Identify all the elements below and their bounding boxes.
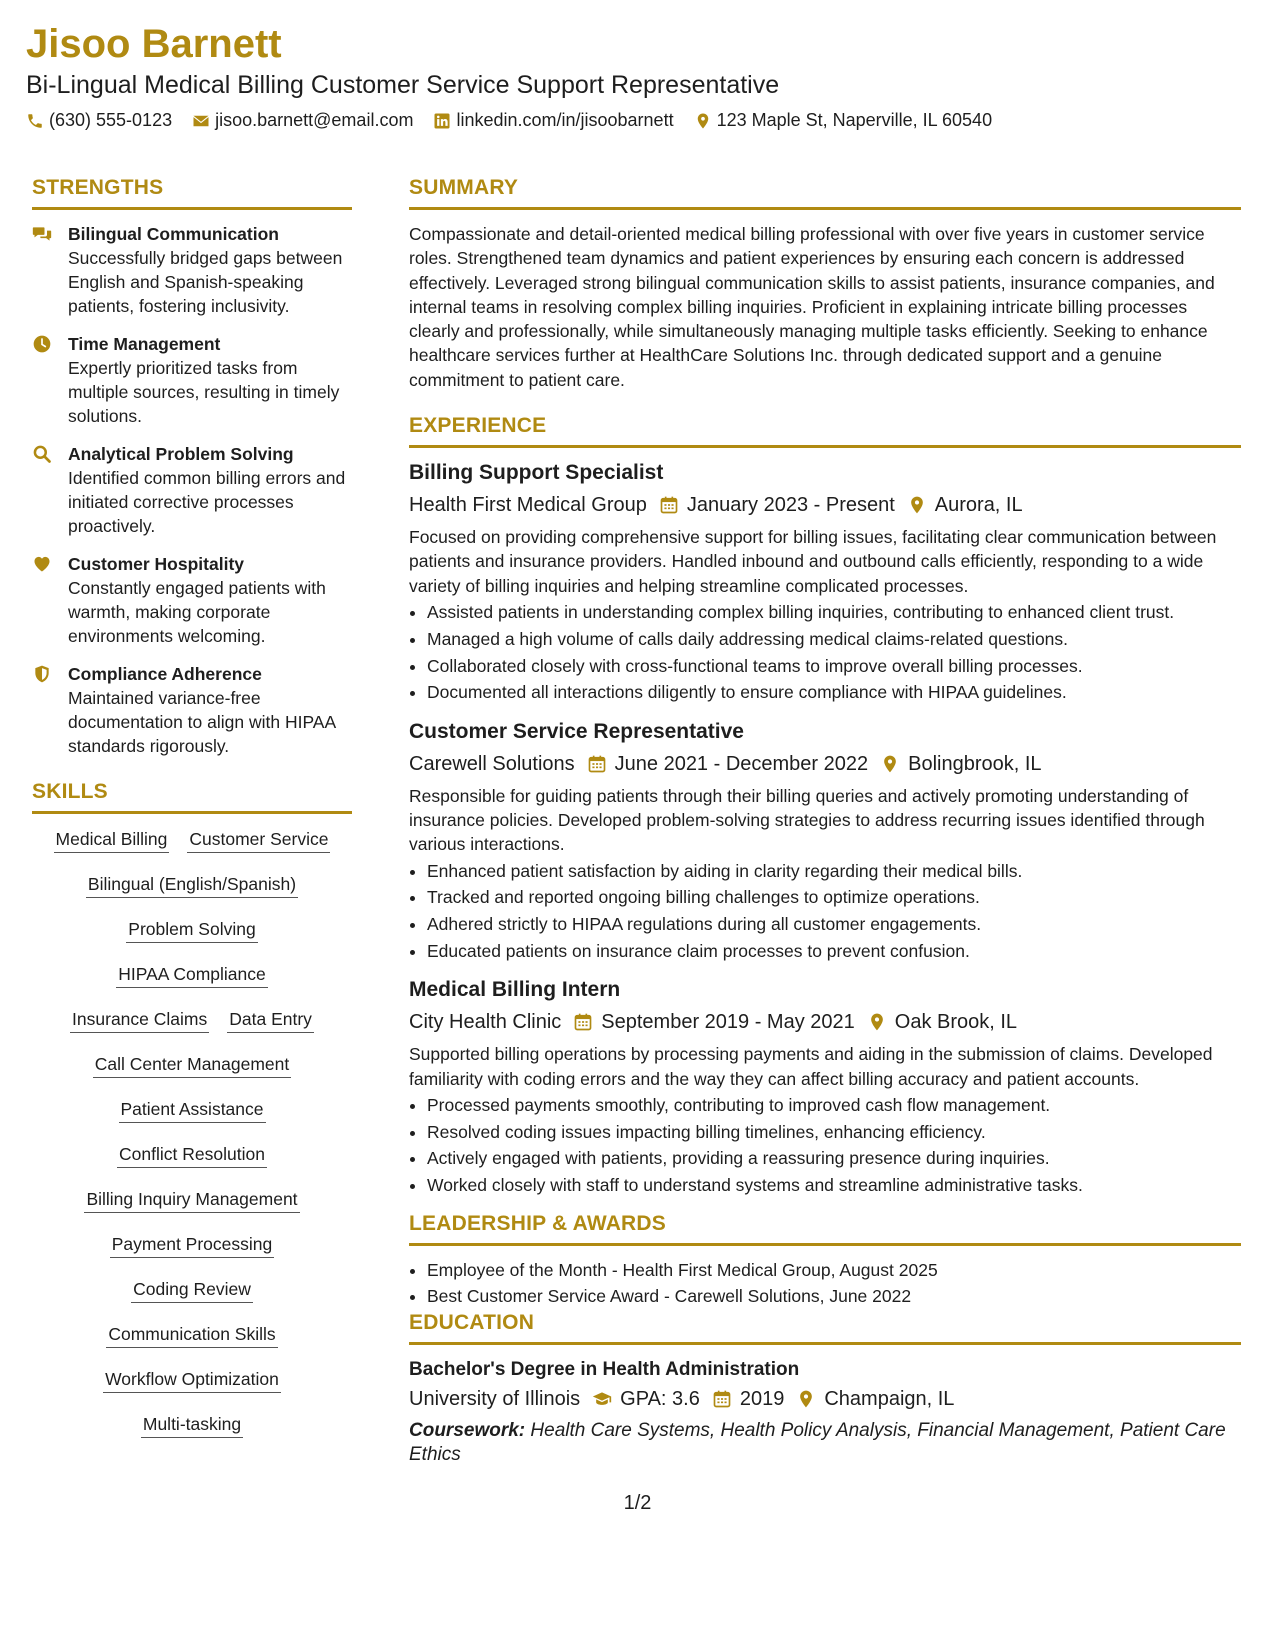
school-location: Champaign, IL (824, 1388, 955, 1411)
skills-heading: SKILLS (32, 780, 352, 814)
calendar-icon (712, 1389, 732, 1409)
skill-row (32, 1323, 352, 1368)
job-description: Supported billing operations by processing payments and aiding in the submission of claims. Developed familiarity with coding errors and the way they can affect billing accuracy and patient accounts. (409, 1044, 1213, 1089)
left-column (32, 176, 352, 1458)
job-description: Focused on providing comprehensive support for billing issues, facilitating clear communication between patients and insurance providers. Handled inbound and outbound calls efficiently, responding to a wide variety of billing inquiries and helping streamline complicated processes. (409, 527, 1217, 596)
calendar-icon (587, 754, 607, 774)
school-name: University of Illinois (409, 1388, 581, 1411)
gpa-text: GPA: 3.6 (620, 1388, 700, 1411)
job-bullet: • Actively engaged with patients, providing a reassuring presence during inquiries. (427, 1146, 1241, 1170)
degree-title: Bachelor's Degree in Health Administration (409, 1359, 800, 1381)
job-bullet: • Processed payments smoothly, contributing to improved cash flow management. (427, 1093, 1241, 1117)
graduation-cap-icon (592, 1389, 612, 1409)
strength-desc: Identified common billing errors and initiated corrective processes proactively. (68, 468, 346, 536)
education-entry (409, 1357, 1241, 1467)
strength-body (68, 332, 352, 428)
skill-tag: Bilingual (English/Spanish) (86, 873, 298, 898)
job-bullet: • Tracked and reported ongoing billing challenges to optimize operations. (427, 885, 1241, 909)
contact-email[interactable] (192, 110, 413, 131)
shield-icon (32, 662, 54, 758)
map-pin-icon (694, 112, 712, 130)
job-bullet: • Worked closely with staff to understand systems and streamline administrative tasks. (427, 1173, 1241, 1197)
strength-body (68, 222, 352, 318)
skill-tag: Payment Processing (110, 1233, 275, 1258)
page-number: 1/2 (623, 1492, 652, 1514)
awards-heading: LEADERSHIP & AWARDS (409, 1212, 1241, 1246)
skill-tag: Patient Assistance (119, 1098, 266, 1123)
strength-desc: Successfully bridged gaps between English and Spanish-speaking patients, fostering inclusivity. (68, 248, 343, 316)
job-entry (409, 977, 1241, 1197)
job-entry (409, 460, 1241, 705)
skill-row (32, 1053, 352, 1098)
skill-tag: Customer Service (187, 828, 330, 853)
skill-row (32, 1278, 352, 1323)
strength-body (68, 552, 352, 648)
awards-list (409, 1258, 1241, 1309)
job-company: City Health Clinic (409, 1011, 562, 1034)
skill-tag: Insurance Claims (70, 1008, 209, 1033)
job-bullet: • Managed a high volume of calls daily addressing medical claims-related questions. (427, 627, 1241, 651)
job-title: Customer Service Representative (409, 719, 744, 743)
resume-header (26, 22, 1246, 131)
strengths-list (32, 222, 352, 758)
job-location: Oak Brook, IL (894, 1011, 1018, 1034)
summary-heading: SUMMARY (409, 176, 1241, 210)
email-text[interactable]: jisoo.barnett@email.com (215, 110, 414, 130)
summary-text: Compassionate and detail-oriented medical billing professional with over five years in customer service roles. Strengthened team dynamics and patient experiences by ensuring each concern is addressed effectively. Leveraged strong bilingual communication skills to assist patients, insurance companies, and internal teams in resolving complex billing inquiries. Proficient in explaining intricate billing processes clearly and professionally, while simultaneously managing multiple tasks efficiently. Seeking to enhance healthcare services further at HealthCare Solutions Inc. through dedicated support and a genuine commitment to patient care. (409, 224, 1215, 390)
strength-title: Bilingual Communication (68, 224, 279, 244)
strength-item (32, 662, 352, 758)
contact-linkedin[interactable] (433, 110, 673, 131)
search-icon (32, 442, 54, 538)
job-bullet: • Documented all interactions diligently to ensure compliance with HIPAA guidelines. (427, 680, 1241, 704)
linkedin-text[interactable]: linkedin.com/in/jisoobarnett (456, 110, 674, 130)
job-bullet: • Resolved coding issues impacting billing timelines, enhancing efficiency. (427, 1120, 1241, 1144)
skills-list (32, 828, 352, 1458)
skill-tag: Multi-tasking (141, 1413, 243, 1438)
job-dates: September 2019 - May 2021 (601, 1011, 855, 1034)
graduation-year: 2019 (739, 1388, 785, 1411)
job-dates: June 2021 - December 2022 (614, 752, 869, 775)
phone-icon (26, 112, 44, 130)
job-bullet: • Collaborated closely with cross-functional teams to improve overall billing processes. (427, 654, 1241, 678)
heart-icon (32, 552, 54, 648)
strength-item (32, 332, 352, 428)
skill-tag: Workflow Optimization (103, 1368, 281, 1393)
skill-tag: Billing Inquiry Management (84, 1188, 299, 1213)
skill-row (32, 1233, 352, 1278)
job-entry (409, 719, 1241, 964)
contact-phone (26, 110, 172, 131)
phone-text: (630) 555-0123 (49, 110, 173, 130)
strength-item (32, 552, 352, 648)
skill-tag: HIPAA Compliance (116, 963, 268, 988)
skill-tag: Problem Solving (126, 918, 257, 943)
job-company: Health First Medical Group (409, 494, 647, 517)
award-item: • Best Customer Service Award - Carewell Solutions, June 2022 (427, 1284, 1241, 1308)
skill-tag: Coding Review (131, 1278, 253, 1303)
education-meta (409, 1385, 1241, 1413)
job-bullet: • Adhered strictly to HIPAA regulations during all customer engagements. (427, 912, 1241, 936)
strength-title: Compliance Adherence (68, 664, 262, 684)
award-item: • Employee of the Month - Health First Medical Group, August 2025 (427, 1258, 1241, 1282)
map-pin-icon (796, 1389, 816, 1409)
coursework-label: Coursework: (409, 1420, 526, 1442)
strength-item (32, 442, 352, 538)
address-text: 123 Maple St, Naperville, IL 60540 (716, 110, 993, 130)
coursework-list: Health Care Systems, Health Policy Analysis, Financial Management, Patient Care Ethics (409, 1420, 1226, 1466)
chat-bubbles-icon (32, 222, 54, 318)
skill-tag: Medical Billing (54, 828, 170, 853)
skill-row (32, 1413, 352, 1458)
education-heading: EDUCATION (409, 1311, 1241, 1345)
strength-desc: Expertly prioritized tasks from multiple sources, resulting in timely solutions. (68, 358, 340, 426)
calendar-icon (659, 495, 679, 515)
job-title: Medical Billing Intern (409, 978, 621, 1002)
coursework (409, 1419, 1241, 1467)
strengths-heading: STRENGTHS (32, 176, 352, 210)
skill-row (32, 1368, 352, 1413)
candidate-title: Bi-Lingual Medical Billing Customer Service Support Representative (26, 71, 780, 99)
job-company: Carewell Solutions (409, 752, 575, 775)
contact-address (694, 110, 993, 131)
envelope-icon (192, 112, 210, 130)
skill-tag: Call Center Management (93, 1053, 292, 1078)
skill-tag: Conflict Resolution (117, 1143, 267, 1168)
job-title: Billing Support Specialist (409, 461, 664, 485)
skill-tag: Data Entry (227, 1008, 314, 1033)
skill-row (32, 1098, 352, 1143)
skill-row (32, 1188, 352, 1233)
job-bullet: • Assisted patients in understanding complex billing inquiries, contributing to enhanced client trust. (427, 600, 1241, 624)
job-meta (409, 491, 1241, 519)
job-meta (409, 1008, 1241, 1036)
experience-list (409, 460, 1241, 1197)
skill-row (32, 828, 352, 873)
map-pin-icon (907, 495, 927, 515)
strength-desc: Constantly engaged patients with warmth, making corporate environments welcoming. (68, 578, 326, 646)
job-bullets (409, 1093, 1241, 1198)
map-pin-icon (880, 754, 900, 774)
skill-row (32, 1143, 352, 1188)
candidate-name: Jisoo Barnett (26, 22, 282, 66)
clock-icon (32, 332, 54, 428)
strength-item (32, 222, 352, 318)
skill-row (32, 963, 352, 1008)
job-description: Responsible for guiding patients through their billing queries and actively promoting understanding of insurance policies. Developed problem-solving strategies to address recurring issues identified through various interactions. (409, 785, 1205, 855)
strength-body (68, 662, 352, 758)
job-location: Bolingbrook, IL (908, 752, 1042, 775)
job-bullets (409, 600, 1241, 705)
skill-row (32, 873, 352, 918)
calendar-icon (573, 1012, 593, 1032)
experience-heading: EXPERIENCE (409, 414, 1241, 448)
strength-desc: Maintained variance-free documentation to align with HIPAA standards rigorously. (68, 688, 336, 756)
job-meta (409, 750, 1241, 778)
job-dates: January 2023 - Present (686, 494, 895, 517)
map-pin-icon (867, 1012, 887, 1032)
strength-title: Customer Hospitality (68, 554, 244, 574)
linkedin-icon (433, 112, 451, 130)
strength-title: Time Management (68, 334, 221, 354)
right-column (409, 176, 1241, 1467)
job-bullet: • Enhanced patient satisfaction by aiding in clarity regarding their medical bills. (427, 859, 1241, 883)
job-bullet: • Educated patients on insurance claim processes to prevent confusion. (427, 939, 1241, 963)
strength-body (68, 442, 352, 538)
skill-row (32, 1008, 352, 1053)
skill-row (32, 918, 352, 963)
strength-title: Analytical Problem Solving (68, 444, 294, 464)
skill-tag: Communication Skills (106, 1323, 277, 1348)
contact-bar (26, 110, 1246, 131)
job-location: Aurora, IL (934, 494, 1023, 517)
job-bullets (409, 859, 1241, 964)
